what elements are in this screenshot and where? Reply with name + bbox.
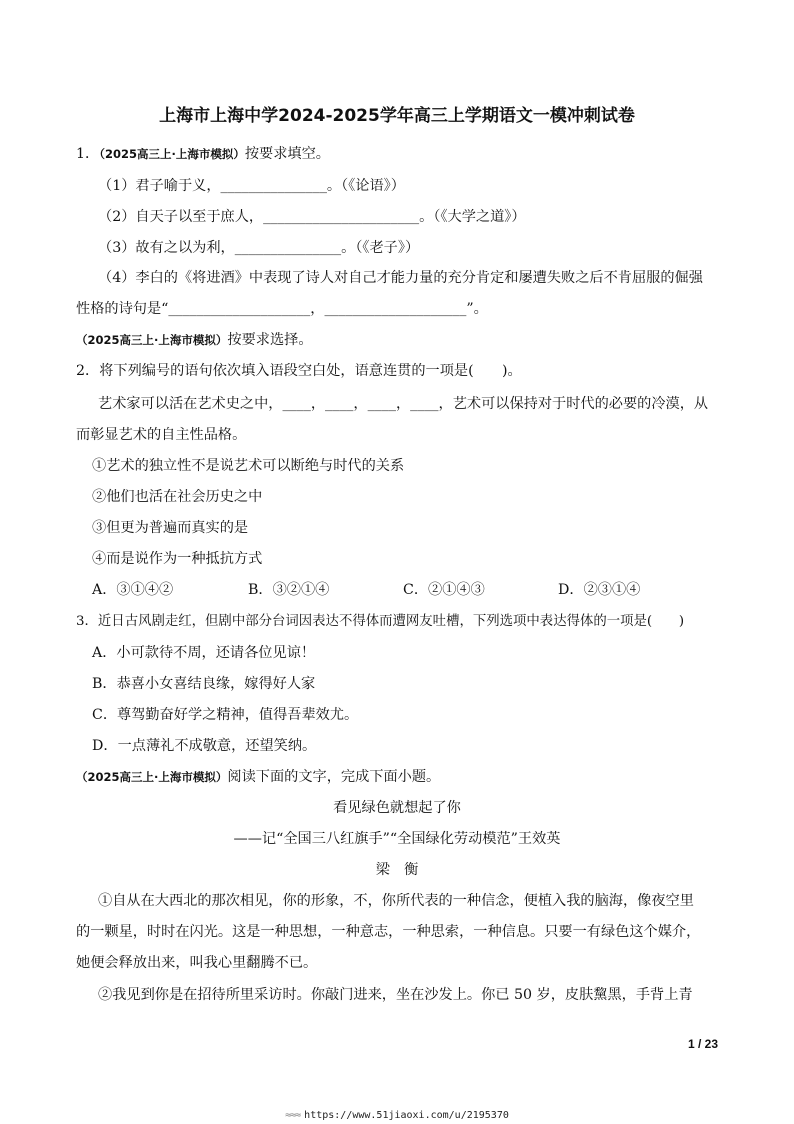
q2-sentence-1: ①艺术的独立性不是说艺术可以断绝与时代的关系	[92, 458, 405, 474]
article-title: 看见绿色就想起了你	[333, 800, 461, 816]
q2-passage-2: 而彰显艺术的自主性品格。	[76, 427, 247, 443]
article-paragraph-line: ②我见到你是在招待所里采访时。你敲门进来，坐在沙发上。你已 50 岁，皮肤黧黑，手背上青	[98, 987, 693, 1003]
source-tag: （2025高三上·上海市模拟）	[76, 770, 228, 784]
q1-item-3: （3）故有之以为利，_______________。（《老子》）	[98, 240, 420, 256]
article-author: 梁 衡	[375, 862, 419, 878]
q2-sentence-3: ③但更为普遍而真实的是	[92, 520, 249, 536]
q1-item-1: （1）君子喻于义，_______________。（《论语》）	[98, 178, 405, 194]
q2-option-b: B．③②①④	[248, 582, 330, 598]
article-paragraph-line: 她便会释放出来，叫我心里翻腾不已。	[76, 955, 318, 971]
q2-option-c: C．②①④③	[403, 582, 485, 598]
article-paragraph-line: ①自从在大西北的那次相见，你的形象，不，你所代表的一种信念，便植入我的脑海，像夜空里	[98, 893, 694, 909]
page-number: 1 / 23	[687, 1037, 718, 1051]
q2-option-a: A．③①④②	[92, 582, 174, 598]
source-tag: （2025高三上·上海市模拟）	[99, 147, 245, 161]
footer-watermark	[0, 1110, 794, 1121]
article-paragraph-line: 的一颗星，时时在闪光。这是一种思想，一种意志，一种思索，一种信息。只要一有绿色这个媒介，	[76, 924, 701, 940]
q3-option-a: A．小可款待不周，还请各位见谅！	[92, 645, 316, 661]
q2-option-d: D．②③①④	[558, 582, 641, 598]
page-title: 上海市上海中学2024-2025学年高三上学期语文一模冲刺试卷	[159, 106, 635, 126]
q1-item-2: （2）自天子以至于庶人，______________________。（《大学之道》）	[98, 209, 526, 225]
q3-option-c: C．尊驾勤奋好学之精神，值得吾辈效尤。	[92, 707, 359, 723]
source-tag: （2025高三上·上海市模拟）	[76, 333, 228, 347]
q1-item-4-cont: 性格的诗句是“____________________，____________________”。	[76, 301, 488, 317]
footer-url[interactable]: https://www.51jiaoxi.com/u/2195370	[304, 1110, 509, 1121]
q3-option-d: D．一点薄礼不成敬意，还望笑纳。	[92, 738, 317, 754]
article-subtitle: ——记“全国三八红旗手”“全国绿化劳动模范”王效英	[233, 831, 561, 847]
question-2-stem: 2．将下列编号的语句依次填入语段空白处，语意连贯的一项是( )。	[76, 363, 522, 379]
q2-sentence-2: ②他们也活在社会历史之中	[92, 489, 263, 505]
question-1-header: 1．（2025高三上·上海市模拟）按要求填空。	[76, 146, 330, 162]
question-3-stem: 3．近日古风剧走红，但剧中部分台词因表达不得体而遭网友吐槽，下列选项中表达得体的一项是( )	[76, 614, 685, 629]
q2-sentence-4: ④而是说作为一种抵抗方式	[92, 551, 263, 567]
q2-passage-1: 艺术家可以活在艺术史之中，____，____，____，____，艺术可以保持对于时代的必要的冷漠，从	[98, 396, 709, 412]
q1-item-4: （4）李白的《将进酒》中表现了诗人对自己才能力量的充分肯定和屡遭失败之后不肯屈服的倔强	[98, 270, 703, 286]
q3-option-b: B．恭喜小女喜结良缘，嫁得好人家	[92, 676, 316, 692]
watermark-mark: ≈≈≈	[285, 1110, 301, 1121]
section-2-header: （2025高三上·上海市模拟）按要求选择。	[76, 332, 313, 348]
section-3-header: （2025高三上·上海市模拟）阅读下面的文字，完成下面小题。	[76, 769, 441, 785]
